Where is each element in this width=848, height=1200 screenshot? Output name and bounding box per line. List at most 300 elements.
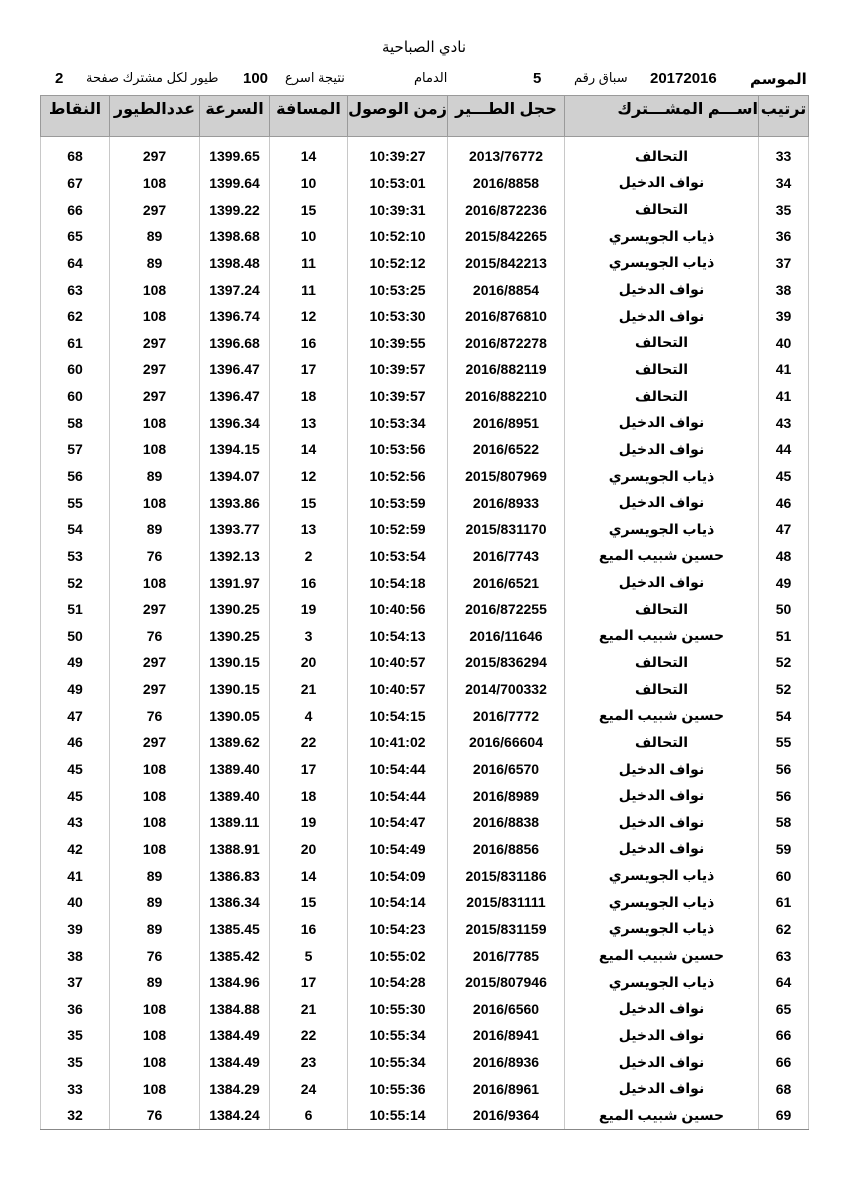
birds-count-cell: 108 [110,836,200,863]
participant-name-cell: حسين شبيب الميع [565,942,759,969]
distance-cell: 23 [270,1049,348,1076]
birds-count-cell: 297 [110,137,200,170]
participant-name-cell: نواف الدخيل [565,276,759,303]
distance-cell: 15 [270,196,348,223]
distance-cell: 15 [270,489,348,516]
birds-count-cell: 108 [110,436,200,463]
participant-name-cell: التحالف [565,649,759,676]
ring-number-cell: 2016/8989 [448,782,565,809]
points-cell: 40 [41,889,110,916]
ring-number-cell: 2015/807969 [448,463,565,490]
rank-cell: 47 [759,516,809,543]
participant-name-cell: نواف الدخيل [565,489,759,516]
distance-cell: 13 [270,409,348,436]
points-cell: 32 [41,1102,110,1129]
table-row [41,250,809,277]
distance-cell: 14 [270,137,348,170]
distance-cell: 18 [270,383,348,410]
ring-number-cell: 2015/831111 [448,889,565,916]
points-cell: 64 [41,250,110,277]
distance-cell: 15 [270,889,348,916]
speed-cell: 1396.47 [200,356,270,383]
birds-count-cell: 89 [110,862,200,889]
birds-count-cell: 108 [110,170,200,197]
table-row [41,942,809,969]
points-cell: 35 [41,1022,110,1049]
speed-cell: 1390.15 [200,649,270,676]
birds-count-cell: 297 [110,676,200,703]
table-row [41,463,809,490]
table-row [41,543,809,570]
participant-name-cell: حسين شبيب الميع [565,702,759,729]
distance-cell: 21 [270,676,348,703]
speed-cell: 1384.96 [200,969,270,996]
rank-cell: 38 [759,276,809,303]
rank-cell: 65 [759,996,809,1023]
participant-name-cell: نواف الدخيل [565,303,759,330]
ring-number-cell: 2016/872236 [448,196,565,223]
participant-name-cell: التحالف [565,729,759,756]
distance-cell: 17 [270,756,348,783]
distance-cell: 19 [270,809,348,836]
header-points: النقاط [41,96,110,137]
points-cell: 62 [41,303,110,330]
ring-number-cell: 2016/6570 [448,756,565,783]
birds-count-cell: 89 [110,889,200,916]
table-row [41,356,809,383]
arrival-time-cell: 10:53:01 [348,170,448,197]
rank-cell: 45 [759,463,809,490]
participant-name-cell: التحالف [565,329,759,356]
participant-name-cell: التحالف [565,356,759,383]
ring-number-cell: 2013/76772 [448,137,565,170]
rank-cell: 55 [759,729,809,756]
distance-cell: 20 [270,836,348,863]
arrival-time-cell: 10:54:44 [348,756,448,783]
rank-cell: 64 [759,969,809,996]
birds-count-cell: 76 [110,623,200,650]
arrival-time-cell: 10:41:02 [348,729,448,756]
rank-cell: 59 [759,836,809,863]
birds-per-page-label: طيور لكل مشترك صفحة [86,70,219,85]
arrival-time-cell: 10:40:56 [348,596,448,623]
birds-count-cell: 89 [110,916,200,943]
rank-cell: 52 [759,676,809,703]
birds-count-cell: 108 [110,489,200,516]
ring-number-cell: 2016/8933 [448,489,565,516]
rank-cell: 35 [759,196,809,223]
points-cell: 65 [41,223,110,250]
distance-cell: 16 [270,916,348,943]
birds-count-cell: 108 [110,756,200,783]
speed-cell: 1396.74 [200,303,270,330]
rank-cell: 34 [759,170,809,197]
season-value: 20172016 [650,70,717,87]
ring-number-cell: 2016/8858 [448,170,565,197]
distance-cell: 17 [270,969,348,996]
points-cell: 35 [41,1049,110,1076]
table-row [41,409,809,436]
points-cell: 50 [41,623,110,650]
points-cell: 58 [41,409,110,436]
ring-number-cell: 2015/831186 [448,862,565,889]
ring-number-cell: 2014/700332 [448,676,565,703]
points-cell: 36 [41,996,110,1023]
arrival-time-cell: 10:39:31 [348,196,448,223]
rank-cell: 61 [759,889,809,916]
ring-number-cell: 2016/8951 [448,409,565,436]
arrival-time-cell: 10:54:28 [348,969,448,996]
rank-cell: 50 [759,596,809,623]
rank-cell: 49 [759,569,809,596]
race-info-bar [40,70,808,90]
participant-name-cell: نواف الدخيل [565,782,759,809]
table-row [41,170,809,197]
arrival-time-cell: 10:55:14 [348,1102,448,1129]
participant-name-cell: نواف الدخيل [565,569,759,596]
participant-name-cell: نواف الدخيل [565,996,759,1023]
arrival-time-cell: 10:39:27 [348,137,448,170]
participant-name-cell: نواف الدخيل [565,836,759,863]
results-table [40,95,809,1130]
participant-name-cell: نواف الدخيل [565,809,759,836]
speed-cell: 1384.88 [200,996,270,1023]
arrival-time-cell: 10:54:49 [348,836,448,863]
ring-number-cell: 2016/6522 [448,436,565,463]
birds-count-cell: 297 [110,196,200,223]
rank-cell: 41 [759,383,809,410]
speed-cell: 1390.05 [200,702,270,729]
birds-count-cell: 89 [110,250,200,277]
page-title: نادي الصباحية [381,39,467,56]
speed-cell: 1396.68 [200,329,270,356]
header-name: اســـم المشـــترك [565,96,759,137]
points-cell: 45 [41,756,110,783]
table-row [41,649,809,676]
speed-cell: 1386.34 [200,889,270,916]
arrival-time-cell: 10:39:55 [348,329,448,356]
table-row [41,516,809,543]
rank-cell: 33 [759,137,809,170]
arrival-time-cell: 10:52:12 [348,250,448,277]
speed-cell: 1399.64 [200,170,270,197]
rank-cell: 43 [759,409,809,436]
distance-cell: 6 [270,1102,348,1129]
points-cell: 45 [41,782,110,809]
table-row [41,1102,809,1129]
ring-number-cell: 2016/8838 [448,809,565,836]
points-cell: 61 [41,329,110,356]
ring-number-cell: 2016/872278 [448,329,565,356]
speed-cell: 1398.48 [200,250,270,277]
arrival-time-cell: 10:55:02 [348,942,448,969]
table-row [41,489,809,516]
table-row [41,1022,809,1049]
ring-number-cell: 2016/882119 [448,356,565,383]
birds-count-cell: 108 [110,1049,200,1076]
participant-name-cell: نواف الدخيل [565,436,759,463]
table-header-row [41,96,809,137]
ring-number-cell: 2016/6521 [448,569,565,596]
table-row [41,303,809,330]
points-cell: 66 [41,196,110,223]
distance-cell: 10 [270,223,348,250]
distance-cell: 14 [270,862,348,889]
ring-number-cell: 2016/7772 [448,702,565,729]
participant-name-cell: التحالف [565,676,759,703]
birds-count-cell: 89 [110,516,200,543]
rank-cell: 44 [759,436,809,463]
participant-name-cell: حسين شبيب الميع [565,623,759,650]
participant-name-cell: حسين شبيب الميع [565,1102,759,1129]
arrival-time-cell: 10:54:15 [348,702,448,729]
ring-number-cell: 2015/831170 [448,516,565,543]
rank-cell: 40 [759,329,809,356]
points-cell: 57 [41,436,110,463]
ring-number-cell: 2016/8941 [448,1022,565,1049]
table-row [41,137,809,170]
rank-cell: 58 [759,809,809,836]
birds-count-cell: 297 [110,649,200,676]
arrival-time-cell: 10:54:18 [348,569,448,596]
birds-count-cell: 89 [110,969,200,996]
table-row [41,383,809,410]
distance-cell: 16 [270,569,348,596]
distance-cell: 13 [270,516,348,543]
birds-count-cell: 297 [110,729,200,756]
table-row [41,782,809,809]
rank-cell: 68 [759,1075,809,1102]
header-ring: حجل الطـــير [448,96,565,137]
rank-cell: 36 [759,223,809,250]
participant-name-cell: التحالف [565,383,759,410]
speed-cell: 1389.11 [200,809,270,836]
table-row [41,809,809,836]
participant-name-cell: ذياب الجويسري [565,889,759,916]
birds-count-cell: 76 [110,543,200,570]
participant-name-cell: ذياب الجويسري [565,516,759,543]
participant-name-cell: ذياب الجويسري [565,969,759,996]
participant-name-cell: نواف الدخيل [565,756,759,783]
speed-cell: 1384.49 [200,1049,270,1076]
points-cell: 42 [41,836,110,863]
arrival-time-cell: 10:53:54 [348,543,448,570]
participant-name-cell: نواف الدخيل [565,1049,759,1076]
speed-cell: 1385.45 [200,916,270,943]
points-cell: 46 [41,729,110,756]
speed-cell: 1396.34 [200,409,270,436]
ring-number-cell: 2016/882210 [448,383,565,410]
arrival-time-cell: 10:53:59 [348,489,448,516]
points-cell: 60 [41,383,110,410]
arrival-time-cell: 10:55:36 [348,1075,448,1102]
rank-cell: 48 [759,543,809,570]
page-number: 2 [55,70,64,87]
speed-cell: 1390.25 [200,596,270,623]
points-cell: 49 [41,649,110,676]
participant-name-cell: ذياب الجويسري [565,916,759,943]
results-body [41,137,809,1130]
table-row [41,676,809,703]
participant-name-cell: نواف الدخيل [565,1022,759,1049]
arrival-time-cell: 10:54:47 [348,809,448,836]
header-rank: ترتيب [759,96,809,137]
table-row [41,196,809,223]
points-cell: 60 [41,356,110,383]
race-number-label: سباق رقم [574,70,628,85]
speed-cell: 1389.40 [200,756,270,783]
table-row [41,916,809,943]
arrival-time-cell: 10:53:34 [348,409,448,436]
points-cell: 33 [41,1075,110,1102]
birds-count-cell: 108 [110,409,200,436]
birds-count-cell: 297 [110,356,200,383]
speed-cell: 1389.40 [200,782,270,809]
arrival-time-cell: 10:40:57 [348,649,448,676]
speed-cell: 1398.68 [200,223,270,250]
distance-cell: 2 [270,543,348,570]
table-row [41,836,809,863]
speed-cell: 1392.13 [200,543,270,570]
points-cell: 38 [41,942,110,969]
birds-count-cell: 297 [110,596,200,623]
points-cell: 52 [41,569,110,596]
points-cell: 67 [41,170,110,197]
speed-cell: 1393.77 [200,516,270,543]
arrival-time-cell: 10:52:10 [348,223,448,250]
table-row [41,729,809,756]
points-cell: 37 [41,969,110,996]
birds-count-cell: 89 [110,223,200,250]
birds-count-cell: 108 [110,276,200,303]
ring-number-cell: 2016/872255 [448,596,565,623]
table-row [41,569,809,596]
rank-cell: 66 [759,1022,809,1049]
participant-name-cell: التحالف [565,196,759,223]
points-cell: 63 [41,276,110,303]
table-row [41,596,809,623]
speed-cell: 1399.22 [200,196,270,223]
rank-cell: 63 [759,942,809,969]
table-row [41,223,809,250]
participant-name-cell: ذياب الجويسري [565,250,759,277]
arrival-time-cell: 10:55:34 [348,1022,448,1049]
ring-number-cell: 2015/842213 [448,250,565,277]
distance-cell: 5 [270,942,348,969]
rank-cell: 46 [759,489,809,516]
participant-name-cell: نواف الدخيل [565,1075,759,1102]
points-cell: 54 [41,516,110,543]
points-cell: 55 [41,489,110,516]
arrival-time-cell: 10:53:25 [348,276,448,303]
birds-count-cell: 297 [110,383,200,410]
arrival-time-cell: 10:52:56 [348,463,448,490]
distance-cell: 20 [270,649,348,676]
speed-cell: 1385.42 [200,942,270,969]
birds-count-cell: 76 [110,1102,200,1129]
table-row [41,436,809,463]
birds-count-cell: 108 [110,1075,200,1102]
header-time: زمن الوصول [348,96,448,137]
fastest-value: 100 [243,70,269,87]
rank-cell: 37 [759,250,809,277]
speed-cell: 1393.86 [200,489,270,516]
participant-name-cell: نواف الدخيل [565,170,759,197]
distance-cell: 22 [270,1022,348,1049]
ring-number-cell: 2016/8856 [448,836,565,863]
points-cell: 43 [41,809,110,836]
arrival-time-cell: 10:52:59 [348,516,448,543]
distance-cell: 16 [270,329,348,356]
points-cell: 51 [41,596,110,623]
arrival-time-cell: 10:54:44 [348,782,448,809]
speed-cell: 1388.91 [200,836,270,863]
rank-cell: 62 [759,916,809,943]
speed-cell: 1396.47 [200,383,270,410]
participant-name-cell: ذياب الجويسري [565,463,759,490]
birds-count-cell: 297 [110,329,200,356]
table-row [41,1049,809,1076]
speed-cell: 1391.97 [200,569,270,596]
points-cell: 49 [41,676,110,703]
points-cell: 68 [41,137,110,170]
distance-cell: 19 [270,596,348,623]
header-distance: المسافة [270,96,348,137]
city-name: الدمام [414,70,448,85]
ring-number-cell: 2016/9364 [448,1102,565,1129]
birds-count-cell: 108 [110,569,200,596]
ring-number-cell: 2015/807946 [448,969,565,996]
rank-cell: 54 [759,702,809,729]
distance-cell: 14 [270,436,348,463]
distance-cell: 11 [270,276,348,303]
table-row [41,329,809,356]
ring-number-cell: 2016/11646 [448,623,565,650]
distance-cell: 22 [270,729,348,756]
ring-number-cell: 2016/8854 [448,276,565,303]
ring-number-cell: 2016/876810 [448,303,565,330]
rank-cell: 51 [759,623,809,650]
header-speed: السرعة [200,96,270,137]
rank-cell: 60 [759,862,809,889]
speed-cell: 1389.62 [200,729,270,756]
distance-cell: 18 [270,782,348,809]
speed-cell: 1397.24 [200,276,270,303]
ring-number-cell: 2016/8936 [448,1049,565,1076]
speed-cell: 1386.83 [200,862,270,889]
distance-cell: 21 [270,996,348,1023]
ring-number-cell: 2016/6560 [448,996,565,1023]
birds-count-cell: 108 [110,996,200,1023]
distance-cell: 12 [270,463,348,490]
distance-cell: 4 [270,702,348,729]
table-row [41,996,809,1023]
distance-cell: 24 [270,1075,348,1102]
ring-number-cell: 2016/7785 [448,942,565,969]
arrival-time-cell: 10:55:30 [348,996,448,1023]
birds-count-cell: 108 [110,303,200,330]
speed-cell: 1390.25 [200,623,270,650]
table-row [41,276,809,303]
ring-number-cell: 2015/836294 [448,649,565,676]
arrival-time-cell: 10:55:34 [348,1049,448,1076]
distance-cell: 11 [270,250,348,277]
season-label: الموسم [750,71,807,88]
arrival-time-cell: 10:54:13 [348,623,448,650]
points-cell: 41 [41,862,110,889]
speed-cell: 1390.15 [200,676,270,703]
arrival-time-cell: 10:54:23 [348,916,448,943]
